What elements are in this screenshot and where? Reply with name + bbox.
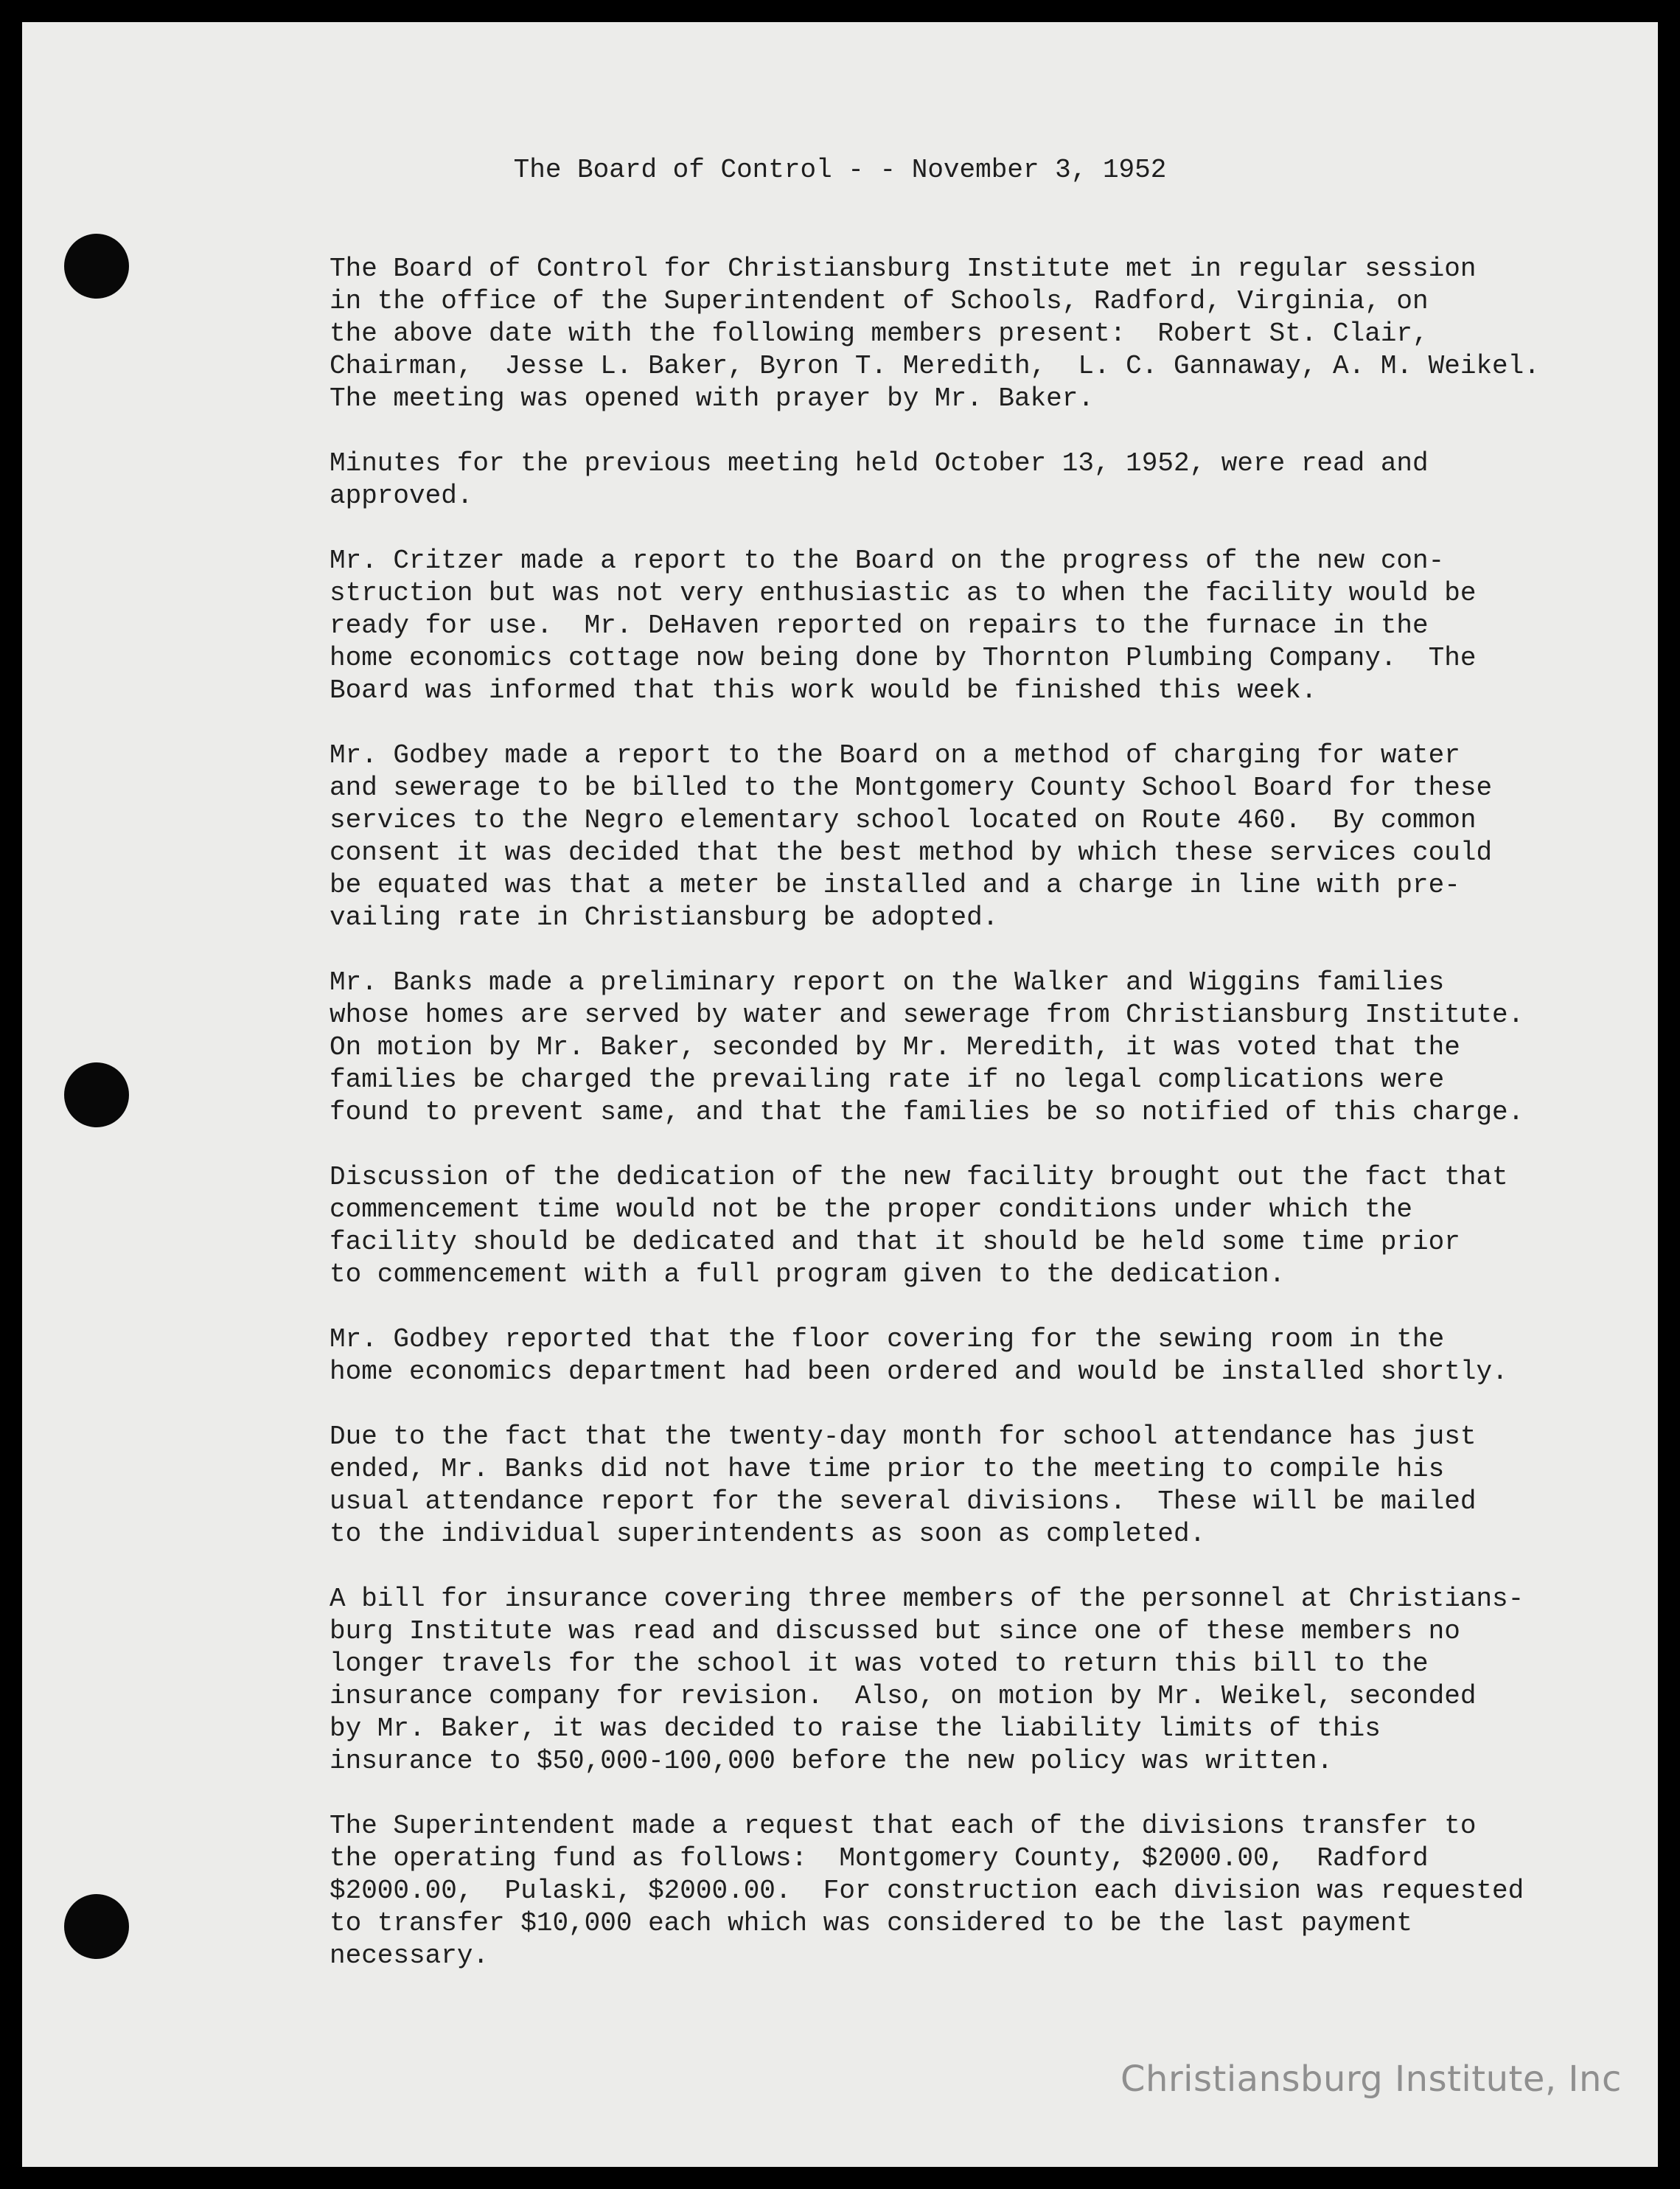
document-page xyxy=(22,22,1658,2167)
paragraph-attendance: Due to the fact that the twenty-day month for school attendance has just ended, Mr. Banks did not have time prior to the meeting to compile his usual attendance report for the several divisions. These will be mailed to the individual superintendents as soon as completed. xyxy=(330,1421,1477,1549)
paragraph-families-report: Mr. Banks made a preliminary report on the Walker and Wiggins families whose homes are served by water and sewerage from Christiansburg Institute. On motion by Mr. Baker, seconded by Mr. Meredith, it was voted that the families be charged the prevailing rate if no legal complications were found to prevent same, and that the families be so notified of this charge. xyxy=(330,967,1524,1127)
paragraph-dedication: Discussion of the dedication of the new facility brought out the fact that commencement time would not be the proper conditions under which the facility should be dedicated and that it should be held some time prior to commencement with a full program given to the dedication. xyxy=(330,1162,1508,1290)
document-title: The Board of Control - - November 3, 1952 xyxy=(513,155,1167,185)
watermark: Christiansburg Institute, Inc xyxy=(1120,2059,1622,2100)
paragraph-construction-report: Mr. Critzer made a report to the Board on the progress of the new con- struction but was not very enthusiastic as to when the facility would be ready for use. Mr. DeHaven reported on repairs to the furnace in the home economics cottage now being done by Thornton Plumbing Company. The Board was informed that this work would be finished this week. xyxy=(330,546,1477,706)
paragraph-floor-covering: Mr. Godbey reported that the floor covering for the sewing room in the home economics department had been ordered and would be installed shortly. xyxy=(330,1324,1508,1387)
punch-hole-middle xyxy=(64,1062,129,1127)
paragraph-minutes: Minutes for the previous meeting held October 13, 1952, were read and approved. xyxy=(330,448,1429,511)
document-body xyxy=(330,253,1583,2005)
punch-hole-top xyxy=(64,234,129,299)
paragraph-fund-transfer: The Superintendent made a request that each of the divisions transfer to the operating fund as follows: Montgomery County, $2000.00, Radford $2000.00, Pulaski, $2000.00. For construction each division was requested to transfer $10,000 each which was considered to be the last payment necessary. xyxy=(330,1811,1524,1971)
paragraph-attendees: The Board of Control for Christiansburg Institute met in regular session in the office of the Superintendent of Schools, Radford, Virginia, on the above date with the following members present: Robert St. Clair, Chairman, Jesse L. Baker, Byron T. Meredith, L. C. Gannaway, A. M. Weikel. The meeting was opened with prayer by Mr. Baker. xyxy=(330,254,1540,414)
paragraph-insurance: A bill for insurance covering three members of the personnel at Christians- burg Institute was read and discussed but since one of these members no longer travels for the school it was voted to return this bill to the insurance company for revision. Also, on motion by Mr. Weikel, seconded by Mr. Baker, it was decided to raise the liability limits of this insurance to $50,000-100,000 before the new policy was written. xyxy=(330,1584,1524,1776)
punch-hole-bottom xyxy=(64,1894,129,1959)
paragraph-water-sewerage: Mr. Godbey made a report to the Board on a method of charging for water and sewerage to be billed to the Montgomery County School Board for these services to the Negro elementary school located on Route 460. By common consent it was decided that the best method by which these services could be equated was that a meter be installed and a charge in line with pre- vailing rate in Christiansburg be adopted. xyxy=(330,740,1493,933)
